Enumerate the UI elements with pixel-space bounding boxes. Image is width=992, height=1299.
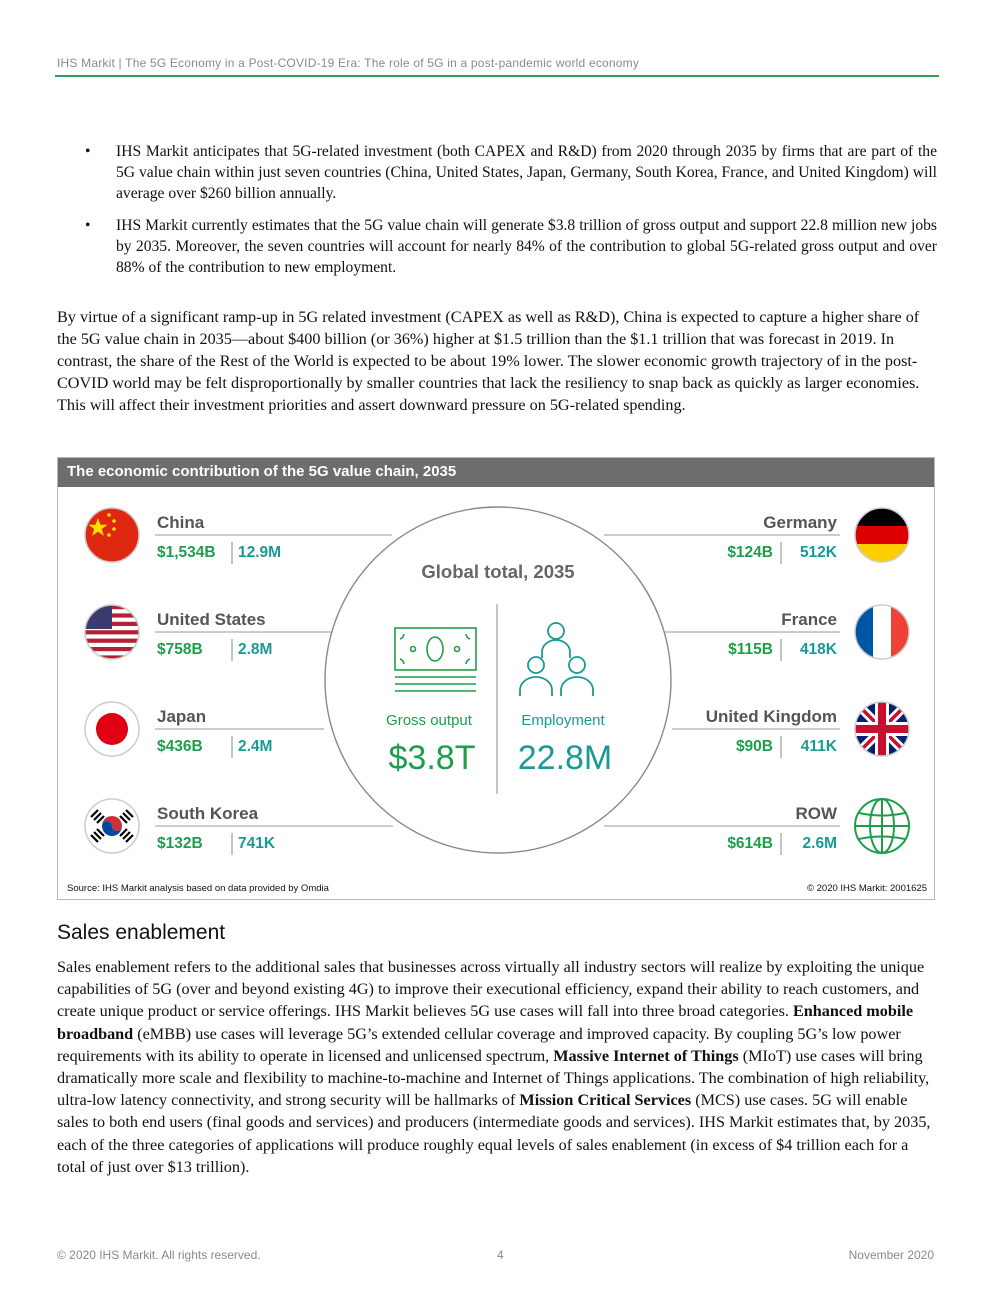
page-number: 4	[497, 1248, 504, 1262]
output-value: $124B	[727, 544, 773, 561]
country-name: Japan	[157, 707, 207, 726]
bullet-dot: •	[85, 217, 91, 234]
germany-flag-icon	[852, 505, 912, 565]
text-run: Sales enablement refers to the additional sales that businesses across virtually all industry sectors will realize by exploiting the unique capabilities of 5G (over and beyond existing 4G) to improve their executional efficiency, expand their ability to reach customers, and create unique product or service offerings. IHS Markit believes 5G use cases will fall into three broad categories.	[57, 958, 925, 1021]
output-value: $132B	[157, 835, 203, 852]
gross-output-label: Gross output	[386, 712, 472, 729]
output-value: $758B	[157, 641, 203, 658]
running-header: IHS Markit | The 5G Economy in a Post-COVID-19 Era: The role of 5G in a post-pandemic world economy	[57, 56, 640, 70]
globe-icon	[855, 799, 909, 853]
country-name: France	[781, 610, 837, 629]
jobs-value: 741K	[238, 835, 276, 852]
employment-value: 22.8M	[517, 739, 613, 777]
country-united-states	[157, 610, 272, 661]
center-title: Global total, 2035	[421, 561, 575, 582]
output-value: $115B	[728, 641, 773, 658]
country-france	[728, 610, 838, 661]
footer-date: November 2020	[848, 1248, 934, 1262]
jobs-value: 512K	[799, 544, 837, 561]
country-name: ROW	[795, 804, 837, 823]
figure-5g-value-chain	[57, 457, 935, 900]
jobs-value: 2.8M	[238, 641, 273, 658]
output-value: $614B	[727, 835, 773, 852]
bullet-list	[57, 141, 937, 289]
jobs-value: 2.6M	[802, 835, 837, 852]
country-name: United States	[157, 610, 266, 629]
bold-term: Enhanced mobile broadband	[57, 1002, 914, 1043]
jobs-value: 2.4M	[238, 738, 273, 755]
country-china	[157, 513, 281, 564]
country-name: China	[157, 513, 205, 532]
jobs-value: 12.9M	[238, 544, 282, 561]
japan-flag-icon	[85, 702, 139, 756]
infographic	[58, 458, 936, 901]
output-value: $1,534B	[157, 544, 216, 561]
country-japan	[157, 707, 272, 758]
bullet-item	[57, 215, 937, 278]
bullet-item	[57, 141, 937, 204]
output-value: $436B	[157, 738, 203, 755]
country-united-kingdom	[706, 707, 838, 758]
usa-flag-icon	[82, 602, 142, 662]
country-name: United Kingdom	[705, 707, 837, 726]
employment-label: Employment	[521, 712, 605, 729]
country-south-korea	[157, 804, 276, 855]
bullet-text: IHS Markit currently estimates that the 5G value chain will generate $3.8 trillion of gross output and support 22.8 million new jobs by 2035. Moreover, the seven countries will account for nearly 84% of the contribution to global 5G-related gross output and over 88% of the contribution to new employment.	[116, 217, 937, 276]
france-flag-icon	[852, 602, 912, 662]
country-row	[727, 804, 838, 855]
gross-output-value: $3.8T	[388, 739, 476, 777]
country-name: Germany	[763, 513, 837, 532]
footer-copyright: © 2020 IHS Markit. All rights reserved.	[57, 1248, 261, 1262]
country-germany	[727, 513, 837, 564]
bullet-dot: •	[85, 143, 91, 160]
global-total-circle	[325, 507, 671, 853]
output-value: $90B	[735, 738, 773, 755]
text-run: (eMBB) use cases will leverage 5G’s extended cellular coverage and improved capacity. By coupling 5G’s low power requirements with its ability to operate in licensed and unlicensed spectrum,	[57, 1024, 901, 1065]
china-flag-icon	[82, 505, 142, 565]
text-run: (MCS) use cases. 5G will enable sales to both end users (final goods and services) and producers (intermediate goods and services). IHS Markit estimates that, by 2035, each of the three categories of applications will produce roughly equal levels of sales enablement (in excess of $4 trillion each for a total of just over $13 trillion).	[57, 1091, 931, 1176]
bullet-text: IHS Markit anticipates that 5G-related investment (both CAPEX and R&D) from 2020 through 2035 by firms that are part of the 5G value chain within just seven countries (China, United States, Japan, Germany, South Korea, France, and United Kingdom) will average over $260 billion annually.	[116, 143, 937, 202]
bold-term: Massive Internet of Things	[553, 1046, 739, 1065]
country-name: South Korea	[157, 804, 259, 823]
figure-copyright: © 2020 IHS Markit: 2001625	[806, 883, 927, 894]
body-paragraph: By virtue of a significant ramp-up in 5G related investment (CAPEX as well as R&D), China is expected to capture a higher share of the 5G value chain in 2035—about $400 billion (or 36%) higher at $1.5 trillion than the $1.1 trillion that was forecast in 2019. In contrast, the share of the Rest of the World is expected to be about 19% lower. The slower economic growth trajectory of in the post-COVID world may be felt disproportionally by smaller countries that lack the resiliency to snap back as quickly as larger economies. This will affect their investment priorities and assert downward pressure on 5G-related spending.	[57, 308, 920, 414]
header-rule	[55, 75, 939, 77]
bold-term: Mission Critical Services	[519, 1091, 692, 1110]
jobs-value: 411K	[800, 738, 837, 755]
korea-flag-icon	[85, 799, 139, 853]
figure-source: Source: IHS Markit analysis based on data provided by Omdia	[67, 883, 329, 894]
text-run: (MIoT) use cases will bring dramatically more scale and flexibility to machine-to-machine and Internet of Things applications. The combination of high reliability, ultra-low latency connectivity, and strong security will be hallmarks of	[57, 1046, 930, 1110]
uk-flag-icon	[852, 699, 912, 759]
jobs-value: 418K	[799, 641, 837, 658]
section-heading: Sales enablement	[57, 921, 226, 944]
figure-title: The economic contribution of the 5G value chain, 2035	[58, 458, 934, 487]
sales-paragraph	[57, 956, 937, 1178]
